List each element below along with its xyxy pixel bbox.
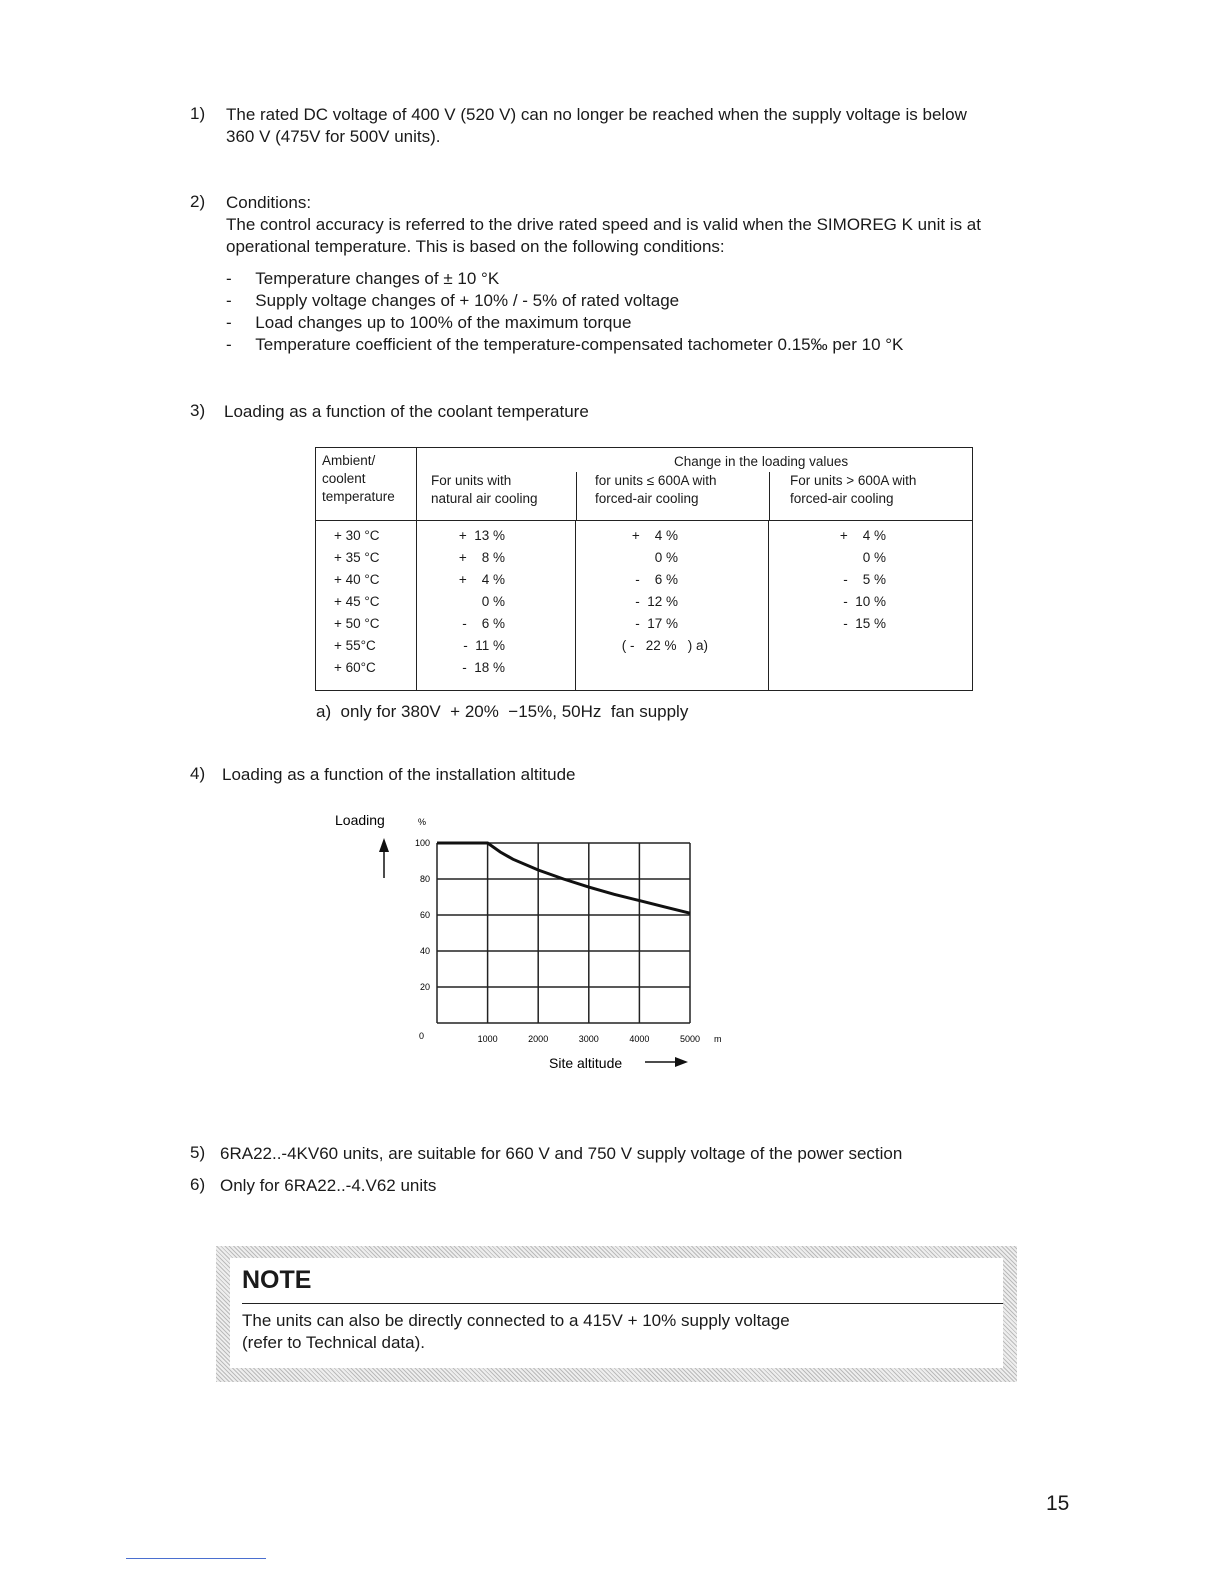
conditions-list [226,268,903,356]
list-item: - Temperature changes of ± 10 °K [226,269,500,288]
y-tick-label: 60 [419,910,430,920]
heading: Loading as a function of the coolant temperature [224,402,589,421]
heading: Loading as a function of the installation altitude [222,765,576,784]
x-axis-arrow-icon [645,1057,688,1067]
forced-gt600-column: + 4 % 0 % - 5 % - 10 % - 15 % [769,521,973,691]
natural-cooling-column: + 13 % + 8 % + 4 % 0 % - 6 % - 11 % - 18 % [417,521,576,691]
x-axis-unit: m [714,1034,722,1044]
text-line: The rated DC voltage of 400 V (520 V) can no longer be reached when the supply voltage is below [226,105,967,124]
x-tick-label: 1000 [477,1034,498,1044]
page-number: 15 [1046,1492,1070,1515]
text-line: operational temperature. This is based on the following conditions: [226,237,725,256]
header-natural: For units with natural air cooling [431,473,538,506]
x-tick-label: 5000 [679,1034,701,1044]
note-1-text [226,104,967,148]
y-ticks [415,838,430,1041]
heading: Conditions: [226,193,312,212]
y-axis-arrow-icon [379,838,389,878]
text-line: The control accuracy is referred to the drive rated speed and is valid when the SIMOREG K unit is at [226,215,981,234]
x-ticks [478,1034,700,1044]
altitude-loading-chart [320,800,740,1080]
chart-grid [437,843,690,1023]
item-number: 2) [190,192,206,211]
note-title: NOTE [242,1266,312,1294]
note-box [216,1246,1017,1382]
coolant-temperature-table [315,447,973,691]
note-text: The units can also be directly connected to a 415V + 10% supply voltage (refer to Technical data). [242,1311,790,1352]
header-temperature: Ambient/ coolent temperature [316,448,417,521]
item-number: 6) [190,1175,206,1194]
x-tick-label: 4000 [629,1034,650,1044]
item-number: 1) [190,104,206,123]
text-line: 360 V (475V for 500V units). [226,127,441,146]
item-number: 5) [190,1143,206,1162]
header-forced-le600: for units ≤ 600A with forced-air cooling [576,472,769,520]
x-axis-label: Site altitude [549,1055,623,1071]
y-axis-unit: % [418,817,427,827]
group-header: Change in the loading values [674,454,849,469]
header-forced-gt600: For units > 600A with forced-air cooling [769,472,972,520]
y-tick-label: 0 [418,1031,424,1041]
note-divider [242,1303,1003,1304]
list-item: - Load changes up to 100% of the maximum torque [226,313,632,332]
heading: 6RA22..-4KV60 units, are suitable for 660 V and 750 V supply voltage of the power section [220,1144,903,1163]
list-item: - Temperature coefficient of the temperature-compensated tachometer 0.15‰ per 10 °K [226,335,904,354]
y-tick-label: 40 [419,946,430,956]
y-tick-label: 20 [419,982,430,992]
x-tick-label: 3000 [578,1034,599,1044]
item-number: 3) [190,401,206,420]
y-tick-label: 100 [414,838,430,848]
y-tick-label: 80 [419,874,430,884]
y-axis-label: Loading [335,812,385,828]
loading-curve [437,843,690,913]
footer-rule [126,1558,266,1559]
temperature-column: + 30 °C + 35 °C + 40 °C + 45 °C + 50 °C + 55°C + 60°C [316,521,417,691]
table-footnote: a) only for 380V + 20% −15%, 50Hz fan supply [316,702,689,721]
forced-le600-column: + 4 % 0 % - 6 % - 12 % - 17 % ( - 22 % ) a) [576,521,769,691]
x-tick-label: 2000 [528,1034,549,1044]
item-number: 4) [190,764,206,783]
note-2-text [226,192,981,258]
heading: Only for 6RA22..-4.V62 units [220,1176,437,1195]
header-change [417,448,973,521]
list-item: - Supply voltage changes of + 10% / - 5% of rated voltage [226,291,680,310]
